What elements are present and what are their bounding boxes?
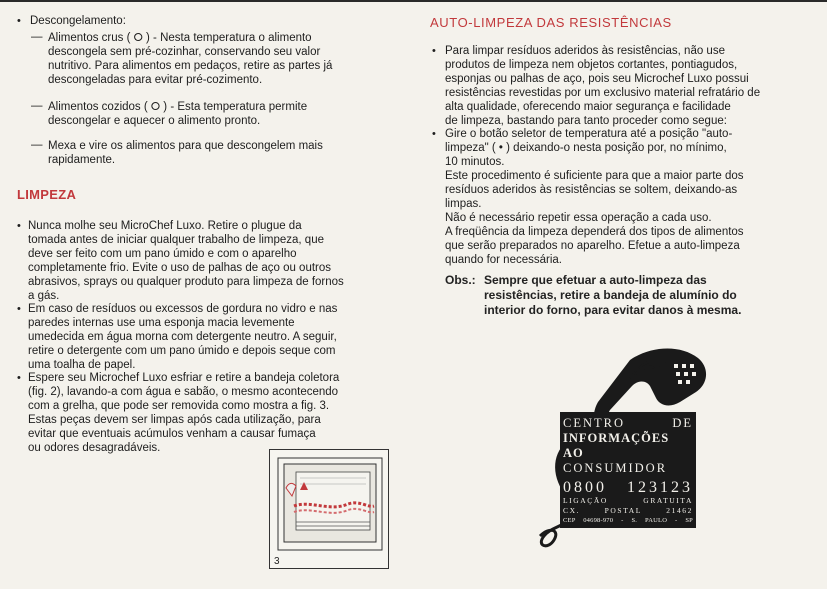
ligacao-gratuita: LIGAÇÃO GRATUITA [563,496,693,505]
limpeza-2-line-4: retire o detergente com um pano úmido e depois seque com [28,345,336,357]
oven-illustration [270,450,388,568]
mexa-line-1: Mexa e vire os alimentos para que descongelem mais [48,140,323,152]
limpeza-1-line-4: completamente frio. Evite o uso de palhas de aço ou outros [28,262,332,274]
figure-number: 3 [274,556,280,567]
p2-line-1: Gire o botão seletor de temperatura até a posição "auto- [445,128,733,140]
toll-free-number: 0800 123123 [563,479,693,496]
crus-line-3: nutritivo. Para alimentos em pedaços, retire as partes já [48,60,333,72]
cep-address: CEP 04698-970 - S. PAULO - SP [563,517,693,524]
limpeza-heading: LIMPEZA [17,187,77,202]
dash: — [31,139,43,151]
limpeza-3-line-2: (fig. 2), lavando-a com água e sabão, o mesmo acontecendo [28,386,339,398]
bullet: • [17,15,21,27]
bullet: • [432,45,436,57]
limpeza-3-line-4: Estas peças devem ser limpas após cada utilização, para [28,414,321,426]
p2-line-6: limpas. [445,198,482,210]
limpeza-2-line-3: umedecida em água morna com detergente neutro. A seguir, [28,331,337,343]
crus-line-1: Alimentos crus ( ⭘ ) - Nesta temperatura o alimento [48,32,312,44]
limpeza-1-line-1: Nunca molhe seu MicroChef Luxo. Retire o plugue da [28,220,302,232]
limpeza-3-line-1: Espere seu Microchef Luxo esfriar e retire a bandeja coletora [28,372,340,384]
figure-3-oven-grill [269,449,389,569]
crus-line-4: descongeladas para evitar pré-cozimento. [48,74,263,86]
limpeza-1-line-2: tomada antes de iniciar qualquer trabalho de limpeza, que [28,234,324,246]
logo-line-3: CONSUMIDOR [563,461,668,475]
limpeza-3-line-5: evitar que eventuais acúmulos venham a causar fumaça [28,428,316,440]
bullet: • [432,128,436,140]
logo-line-1: CENTRO DE [563,416,693,430]
crus-line-2: descongela sem pré-cozinhar, conservando seu valor [48,46,321,58]
consumer-phone-box [560,476,696,528]
p1-line-3: esponjas ou palhas de aço, pois seu Microchef Luxo possui [445,73,749,85]
p1-line-4: resistências revestidas por um exclusivo material refratário de [445,87,761,99]
dash: — [31,31,43,43]
obs-line-2: resistências, retire a bandeja de alumínio do [484,288,737,302]
top-border [0,0,827,2]
obs-line-1: Sempre que efetuar a auto-limpeza das [484,273,707,287]
limpeza-3-line-3: com a grelha, que pode ser removida como mostra a fig. 3. [28,400,330,412]
consumer-center-box [560,412,696,480]
limpeza-2-line-5: uma toalha de papel. [28,359,136,371]
limpeza-3-line-6: ou odores desagradáveis. [28,442,161,454]
p2-line-7: Não é necessário repetir essa operação a cada uso. [445,212,712,224]
auto-limpeza-heading: AUTO-LIMPEZA DAS RESISTÊNCIAS [430,15,672,30]
mexa-line-2: rapidamente. [48,154,116,166]
p1-line-2: produtos de limpeza nem objetos cortantes, pontiagudos, [445,59,738,71]
p1-line-5: alta qualidade, oferecendo maior segurança e facilidade [445,101,731,113]
p1-line-6: de limpeza, bastando para tanto proceder como segue: [445,115,727,127]
p2-line-4: Este procedimento é suficiente para que a maior parte dos [445,170,744,182]
p2-line-9: que serão preparados no aparelho. Efetue a auto-limpeza [445,240,740,252]
p2-line-8: A freqüência da limpeza dependerá dos tipos de alimentos [445,226,744,238]
p2-line-2: limpeza" ( • ) deixando-o nesta posição por, no mínimo, [445,142,727,154]
bullet: • [17,220,21,232]
p2-line-5: resíduos aderidos às resistências se soltem, deixando-as [445,184,738,196]
bullet: • [17,372,21,384]
caixa-postal: CX. POSTAL 21462 [563,506,693,515]
p2-line-3: 10 minutos. [445,156,505,168]
obs-label: Obs.: [445,273,476,287]
obs-line-3: interior do forno, para evitar danos à mesma. [484,303,742,317]
p1-line-1: Para limpar resíduos aderidos às resistências, não use [445,45,725,57]
logo-line-2: INFORMAÇÕES AO [563,431,670,460]
limpeza-1-line-5: abrasivos, sprays ou qualquer produto para limpeza de fornos [28,276,344,288]
limpeza-2-line-2: paredes internas use uma esponja macia levemente [28,317,295,329]
limpeza-2-line-1: Em caso de resíduos ou excessos de gordura no vidro e nas [28,303,338,315]
cozidos-line-1: Alimentos cozidos ( ⭘ ) - Esta temperatura permite [48,101,308,113]
dash: — [31,100,43,112]
cozidos-line-2: descongelar e aquecer o alimento pronto. [48,115,261,127]
limpeza-1-line-6: a gás. [28,290,60,302]
limpeza-1-line-3: deve ser feito com um pano úmido e com o aparelho [28,248,297,260]
bullet: • [17,303,21,315]
p2-line-10: quando for necessária. [445,254,562,266]
descong-title: Descongelamento: [30,15,126,27]
